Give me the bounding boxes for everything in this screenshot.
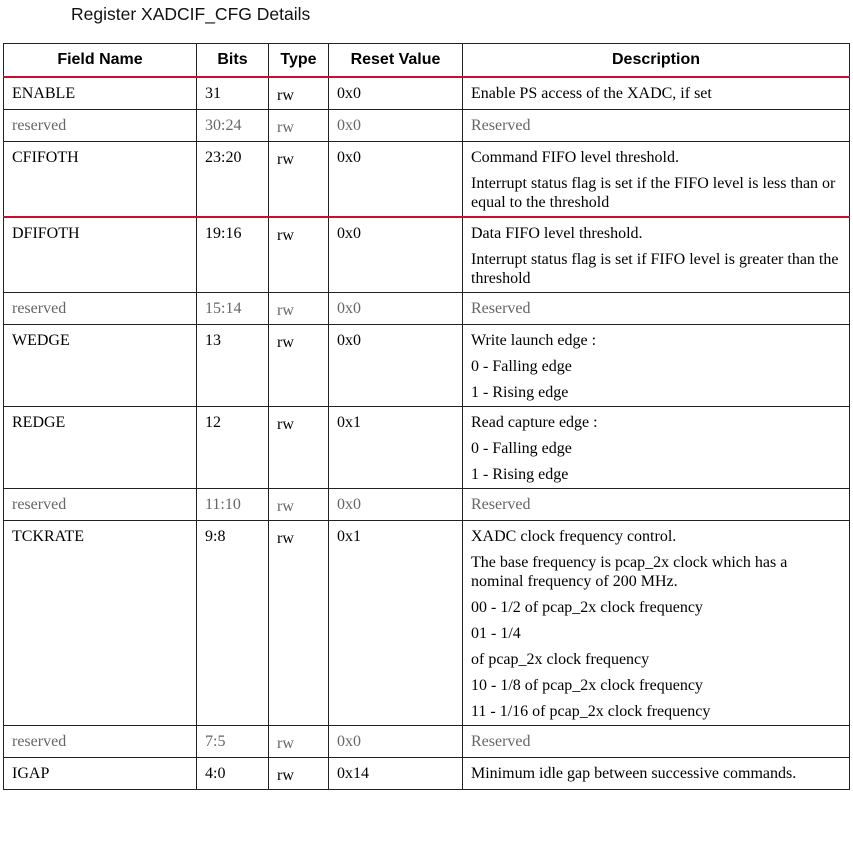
field-name: DFIFOTH [4,217,197,293]
type: rw [269,217,329,293]
type: rw [269,758,329,790]
description-line: Reserved [471,496,531,513]
description-line: Enable PS access of the XADC, if set [471,85,712,102]
bits: 31 [197,77,269,110]
reset-value: 0x0 [329,325,463,407]
header-type: Type [269,44,329,78]
bits: 19:16 [197,217,269,293]
field-name: IGAP [4,758,197,790]
type: rw [269,325,329,407]
bits: 13 [197,325,269,407]
field-name: reserved [4,726,197,758]
table-row [4,142,850,218]
register-table [3,43,850,790]
bits: 9:8 [197,521,269,726]
table-row [4,217,850,293]
description-line: XADC clock frequency control. [471,528,677,545]
field-name: reserved [4,489,197,521]
reset-value: 0x0 [329,726,463,758]
reset-value: 0x0 [329,489,463,521]
reset-value: 0x14 [329,758,463,790]
table-row [4,110,850,142]
type: rw [269,293,329,325]
field-name: reserved [4,110,197,142]
description-line: Reserved [471,733,531,750]
bits: 15:14 [197,293,269,325]
field-name: WEDGE [4,325,197,407]
table-row [4,293,850,325]
description-line: Interrupt status flag is set if the FIFO level is less than or equal to the threshold [471,175,836,211]
description-line: Command FIFO level threshold. [471,149,679,166]
header-field-name: Field Name [4,44,197,78]
table-row [4,325,850,407]
reset-value: 0x1 [329,521,463,726]
reset-value: 0x1 [329,407,463,489]
description-line: Interrupt status flag is set if FIFO level is greater than the threshold [471,251,839,287]
bits: 12 [197,407,269,489]
reset-value: 0x0 [329,142,463,218]
description [463,758,850,790]
type: rw [269,726,329,758]
description-line: 11 - 1/16 of pcap_2x clock frequency [471,703,711,720]
description-line: of pcap_2x clock frequency [471,651,650,668]
field-name: CFIFOTH [4,142,197,218]
table-row [4,521,850,726]
field-name: TCKRATE [4,521,197,726]
description-line: 0 - Falling edge [471,358,572,375]
field-name: ENABLE [4,77,197,110]
table-row [4,758,850,790]
type: rw [269,77,329,110]
bits: 23:20 [197,142,269,218]
reset-value: 0x0 [329,293,463,325]
description [463,726,850,758]
bits: 30:24 [197,110,269,142]
description-line: 00 - 1/2 of pcap_2x clock frequency [471,599,703,616]
reset-value: 0x0 [329,77,463,110]
description-line: Reserved [471,117,531,134]
table-row [4,407,850,489]
description [463,293,850,325]
description-line: 0 - Falling edge [471,440,572,457]
description-line: Minimum idle gap between successive commands. [471,765,797,782]
table-row [4,726,850,758]
register-title: Register XADCIF_CFG Details [71,4,311,24]
type: rw [269,110,329,142]
description [463,521,850,726]
description-line: 1 - Rising edge [471,466,569,483]
description [463,325,850,407]
header-row [4,44,850,78]
description-line: Write launch edge : [471,332,597,349]
table-row [4,77,850,110]
header-description: Description [463,44,850,78]
header-reset-value: Reset Value [329,44,463,78]
type: rw [269,142,329,218]
table-row [4,489,850,521]
header-bits: Bits [197,44,269,78]
description [463,110,850,142]
type: rw [269,489,329,521]
description [463,217,850,293]
description [463,489,850,521]
description-line: 01 - 1/4 [471,625,521,642]
description [463,142,850,218]
field-name: reserved [4,293,197,325]
field-name: REDGE [4,407,197,489]
description-line: Read capture edge : [471,414,598,431]
description-line: 10 - 1/8 of pcap_2x clock frequency [471,677,703,694]
reset-value: 0x0 [329,110,463,142]
bits: 4:0 [197,758,269,790]
description-line: Data FIFO level threshold. [471,225,643,242]
bits: 11:10 [197,489,269,521]
description [463,407,850,489]
description [463,77,850,110]
bits: 7:5 [197,726,269,758]
reset-value: 0x0 [329,217,463,293]
description-line: Reserved [471,300,531,317]
description-line: 1 - Rising edge [471,384,569,401]
description-line: The base frequency is pcap_2x clock which has a nominal frequency of 200 MHz. [471,554,788,590]
type: rw [269,521,329,726]
type: rw [269,407,329,489]
